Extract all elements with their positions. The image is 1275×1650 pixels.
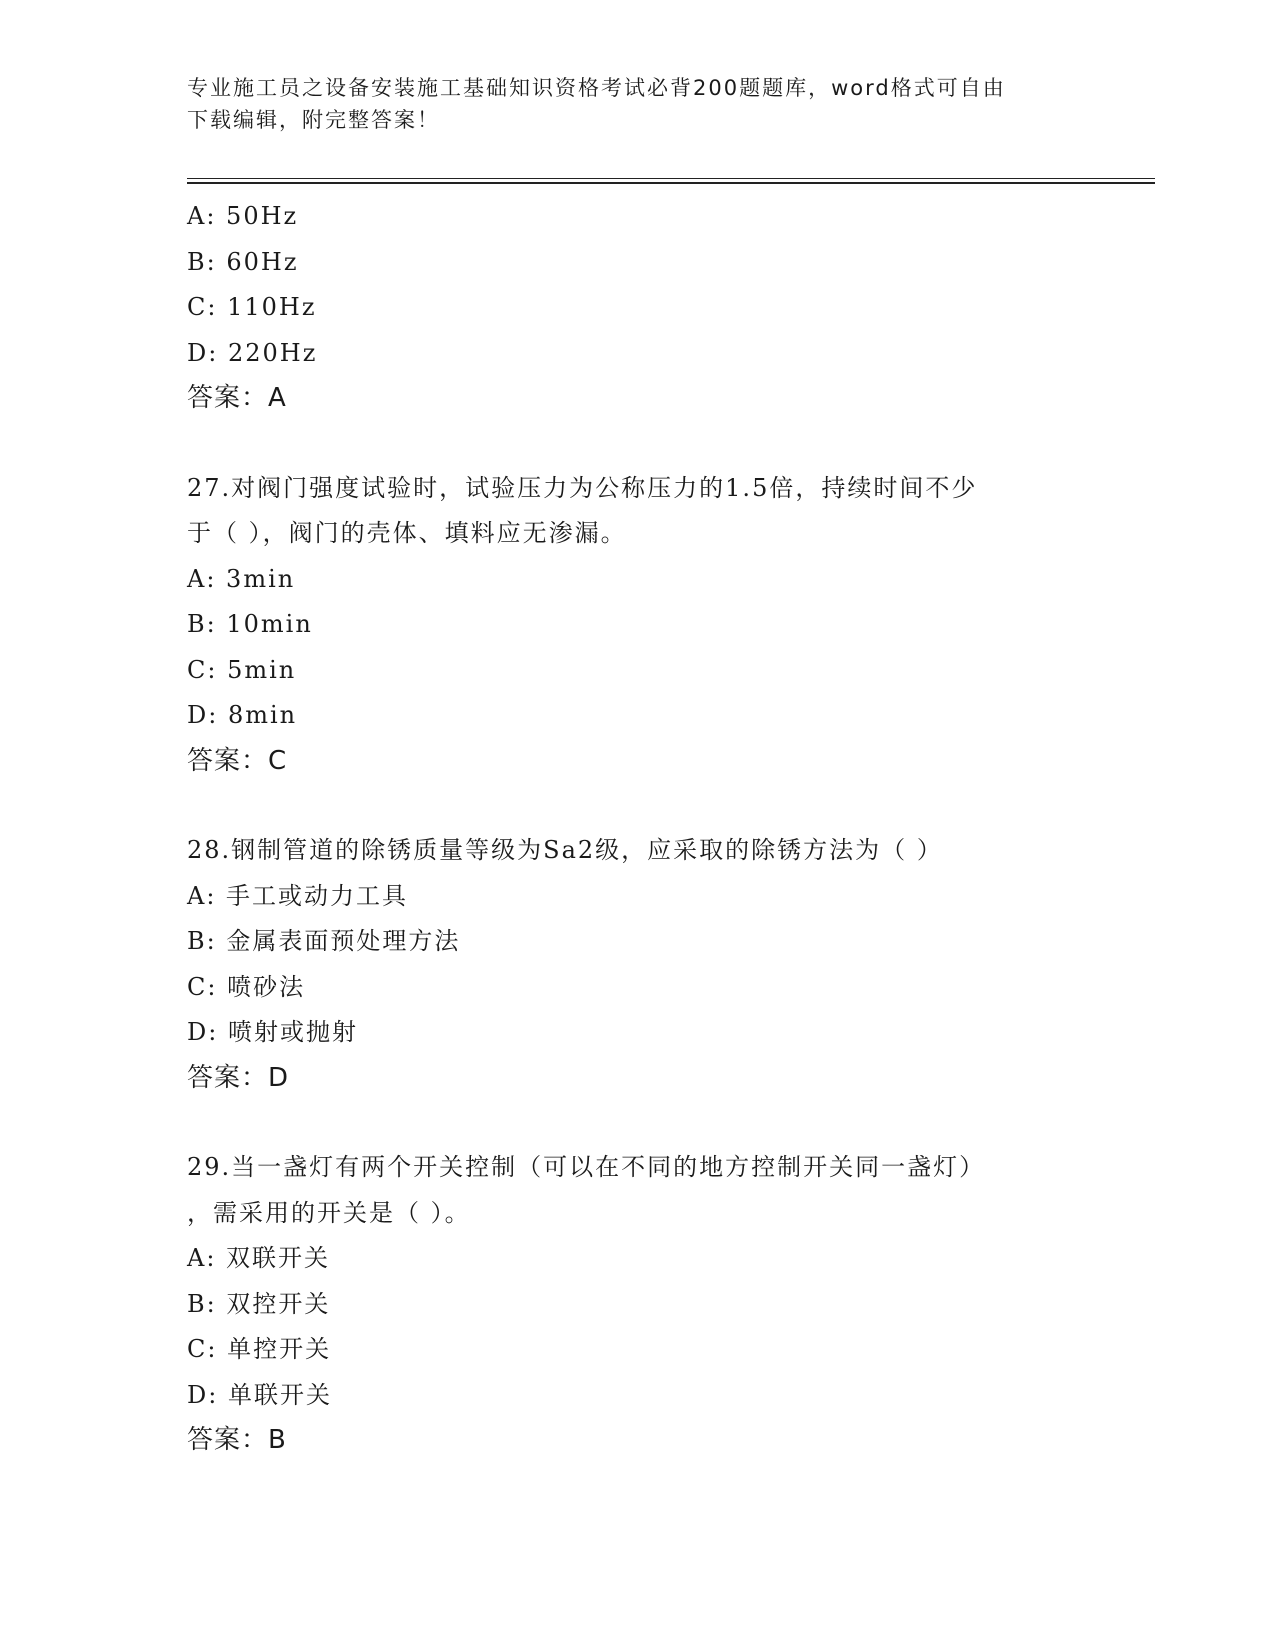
option-b: B: 金属表面预处理方法: [187, 927, 461, 955]
option-b: B: 双控开关: [187, 1289, 331, 1318]
question-26-continued: [187, 194, 1087, 422]
question-stem: ，需采用的开关是（ ）。: [187, 1198, 471, 1227]
header-line-1: 专业施工员之设备安装施工基础知识资格考试必背200题题库，word格式可自由: [187, 76, 1006, 100]
option-b: B: 10min: [187, 610, 313, 638]
option-d: D: 8min: [187, 701, 298, 729]
option-a: A: 50Hz: [187, 202, 299, 230]
document-header: [187, 72, 1067, 136]
question-stem: 28.钢制管道的除锈质量等级为Sa2级，应采取的除锈方法为（ ）: [187, 836, 943, 864]
option-c: C: 5min: [187, 655, 297, 684]
option-c: C: 110Hz: [187, 293, 317, 321]
answer: 答案：D: [187, 1062, 290, 1093]
header-divider-thin: [187, 178, 1155, 179]
question-stem: 于（ ），阀门的壳体、填料应无渗漏。: [187, 519, 627, 547]
option-a: A: 3min: [187, 564, 296, 593]
header-divider-thick: [187, 182, 1155, 184]
answer: 答案：A: [187, 383, 287, 413]
option-d: D: 喷射或抛射: [187, 1018, 358, 1046]
answer: 答案：C: [187, 745, 288, 776]
option-c: C: 单控开关: [187, 1335, 332, 1363]
question-stem: 29.当一盏灯有两个开关控制（可以在不同的地方控制开关同一盏灯）: [187, 1153, 986, 1181]
question-29: [187, 1145, 1087, 1464]
option-c: C: 喷砂法: [187, 972, 306, 1001]
option-d: D: 220Hz: [187, 338, 318, 367]
document-body: [187, 194, 1087, 1464]
header-line-2: 下载编辑，附完整答案！: [187, 108, 440, 132]
question-28: [187, 828, 1087, 1101]
option-b: B: 60Hz: [187, 247, 299, 276]
option-a: A: 手工或动力工具: [187, 881, 409, 910]
option-a: A: 双联开关: [187, 1244, 331, 1272]
option-d: D: 单联开关: [187, 1380, 332, 1409]
answer: 答案：B: [187, 1425, 287, 1455]
question-27: [187, 466, 1087, 785]
question-stem: 27.对阀门强度试验时，试验压力为公称压力的1.5倍，持续时间不少: [187, 473, 978, 502]
